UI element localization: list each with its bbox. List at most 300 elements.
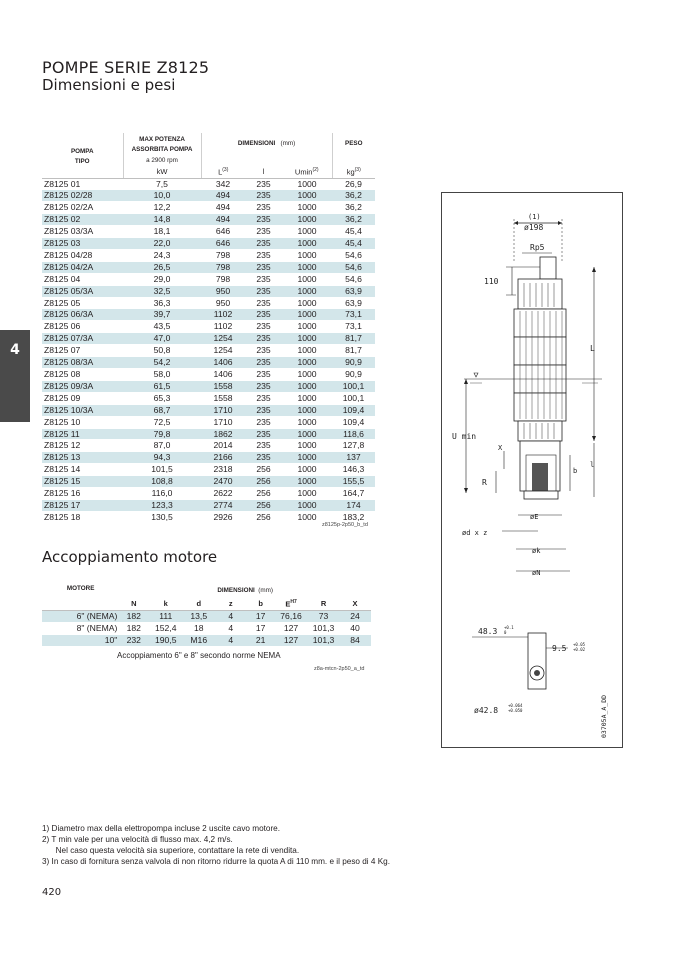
- label-E: øE: [530, 513, 539, 521]
- table-cell: 1000: [282, 404, 332, 416]
- table-row: [42, 238, 375, 250]
- table-cell: 235: [245, 333, 282, 345]
- table-cell: 256: [245, 464, 282, 476]
- table-cell: 2622: [201, 488, 245, 500]
- table-cell: 79,8: [123, 428, 201, 440]
- table-cell: 1000: [282, 226, 332, 238]
- table-cell: Z8125 08/3A: [42, 357, 123, 369]
- col-L-sup: (3): [222, 167, 229, 174]
- motor-section-title: Accoppiamento motore: [42, 548, 218, 566]
- table-cell: 40: [339, 622, 371, 634]
- motor-col-label: k: [163, 599, 168, 608]
- table-cell: 1000: [282, 440, 332, 452]
- table-cell: 235: [245, 190, 282, 202]
- table-row: [42, 369, 375, 381]
- col-L-label: L: [218, 167, 223, 177]
- table-cell: Z8125 14: [42, 464, 123, 476]
- label-d95-tol-up: +0.05: [573, 642, 586, 647]
- table-cell: 1000: [282, 488, 332, 500]
- table-cell: 235: [245, 428, 282, 440]
- table-cell: 174: [332, 499, 375, 511]
- dims-header-unit: (mm): [280, 140, 296, 148]
- table-cell: 2926: [201, 511, 245, 523]
- table-cell: 1000: [282, 333, 332, 345]
- table-row: [42, 392, 375, 404]
- table-row: [42, 297, 375, 309]
- table-cell: 1406: [201, 357, 245, 369]
- label-l: l: [590, 461, 595, 469]
- table-row: [42, 190, 375, 202]
- table-cell: 1000: [282, 452, 332, 464]
- table-cell: 61,5: [123, 380, 201, 392]
- table-cell: 45,4: [332, 226, 375, 238]
- table-cell: 108,8: [123, 476, 201, 488]
- table-cell: 1254: [201, 333, 245, 345]
- table-row: [42, 476, 375, 488]
- table-row: [42, 261, 375, 273]
- table-cell: 26,9: [332, 178, 375, 190]
- page-subtitle: Dimensioni e pesi: [42, 76, 176, 94]
- table-cell: Z8125 13: [42, 452, 123, 464]
- table-cell: 36,2: [332, 214, 375, 226]
- table-row: [42, 404, 375, 416]
- motor-col-header: [214, 597, 247, 611]
- table-cell: 1000: [282, 285, 332, 297]
- table-cell: 72,5: [123, 416, 201, 428]
- table-cell: 1558: [201, 380, 245, 392]
- table-cell: 494: [201, 202, 245, 214]
- table-cell: 235: [245, 238, 282, 250]
- label-N: øN: [532, 569, 541, 577]
- table-cell: 182: [119, 622, 148, 634]
- table-cell: Z8125 06: [42, 321, 123, 333]
- table-cell: 646: [201, 226, 245, 238]
- table-cell: Z8125 08: [42, 369, 123, 381]
- motor-col-label: E: [285, 599, 291, 609]
- table-cell: 65,3: [123, 392, 201, 404]
- table-cell: Z8125 07/3A: [42, 333, 123, 345]
- table-cell: Z8125 05/3A: [42, 285, 123, 297]
- table-cell: Z8125 01: [42, 178, 123, 190]
- table-cell: 1102: [201, 321, 245, 333]
- col-L-header: [201, 166, 245, 178]
- col-weight-unit: [332, 166, 375, 178]
- table-row: [42, 273, 375, 285]
- table-cell: 1000: [282, 273, 332, 285]
- table-row: [42, 178, 375, 190]
- table-cell: 17: [247, 622, 274, 634]
- table-cell: 127: [274, 622, 308, 634]
- label-b: b: [573, 467, 578, 475]
- table-cell: 235: [245, 261, 282, 273]
- table-cell: 235: [245, 416, 282, 428]
- motor-note: Accoppiamento 6" e 8" secondo norme NEMA: [117, 651, 281, 660]
- table-cell: 137: [332, 452, 375, 464]
- table-cell: 2318: [201, 464, 245, 476]
- table-cell: 1862: [201, 428, 245, 440]
- table-cell: Z8125 12: [42, 440, 123, 452]
- page-title: POMPE SERIE Z8125: [42, 58, 210, 77]
- table-cell: 146,3: [332, 464, 375, 476]
- table-cell: 235: [245, 357, 282, 369]
- table-cell: 22,0: [123, 238, 201, 250]
- table-row: [42, 202, 375, 214]
- table-cell: 101,5: [123, 464, 201, 476]
- table-cell: 118,6: [332, 428, 375, 440]
- table-cell: 1710: [201, 416, 245, 428]
- table-row: [42, 380, 375, 392]
- weight-header: PESO: [332, 133, 375, 155]
- table-cell: 1000: [282, 214, 332, 226]
- table-cell: 235: [245, 392, 282, 404]
- table-cell: 950: [201, 297, 245, 309]
- label-d48: 48.3: [478, 627, 498, 636]
- table-cell: 1000: [282, 380, 332, 392]
- table-cell: 1000: [282, 345, 332, 357]
- table-cell: Z8125 02: [42, 214, 123, 226]
- table-cell: 130,5: [123, 511, 201, 523]
- table-cell: Z8125 03: [42, 238, 123, 250]
- table-cell: 13,5: [183, 611, 214, 623]
- motor-col-label: d: [196, 599, 202, 608]
- table-cell: 1710: [201, 404, 245, 416]
- table-cell: 54,6: [332, 273, 375, 285]
- table-cell: 235: [245, 369, 282, 381]
- table-row: [42, 499, 375, 511]
- label-d95: 9.5: [552, 644, 567, 653]
- table-cell: 235: [245, 285, 282, 297]
- table-cell: 123,3: [123, 499, 201, 511]
- table-cell: 54,6: [332, 249, 375, 261]
- table-row: [42, 611, 371, 623]
- table-cell: 63,9: [332, 297, 375, 309]
- table-cell: 54,2: [123, 357, 201, 369]
- chapter-tab: [0, 330, 30, 422]
- pump-technical-drawing: [441, 192, 623, 748]
- table-cell: 950: [201, 285, 245, 297]
- footnote-1: 1) Diametro max della elettropompa incluse 2 uscite cavo motore.: [42, 824, 281, 833]
- pump-header-line2: TIPO: [74, 157, 90, 165]
- table-cell: 152,4: [148, 622, 183, 634]
- label-rp5: Rp5: [530, 243, 545, 252]
- table-cell: 73,1: [332, 309, 375, 321]
- motor-col-E-sup: H7: [290, 598, 297, 605]
- table-cell: Z8125 07: [42, 345, 123, 357]
- table-cell: 58,0: [123, 369, 201, 381]
- table-cell: 494: [201, 214, 245, 226]
- motor-col-header: [148, 597, 183, 611]
- table-cell: 235: [245, 404, 282, 416]
- table-cell: 183,2: [332, 511, 375, 523]
- table-cell: 81,7: [332, 345, 375, 357]
- table-cell: 18: [183, 622, 214, 634]
- table-row: [42, 333, 375, 345]
- chapter-number: 4: [10, 342, 20, 358]
- table-cell: 109,4: [332, 416, 375, 428]
- drawing-svg: [442, 193, 622, 747]
- drawing-code: 03705A_A_DD: [600, 694, 608, 738]
- table-cell: 26,5: [123, 261, 201, 273]
- table-cell: 1000: [282, 202, 332, 214]
- table-cell: 94,3: [123, 452, 201, 464]
- table-cell: 155,5: [332, 476, 375, 488]
- motor-coupling-table: [42, 584, 371, 647]
- table-cell: Z8125 02/2A: [42, 202, 123, 214]
- label-d428-tol-up: +0.064: [508, 703, 523, 708]
- table-cell: 73: [308, 611, 339, 623]
- motor-dims-label: DIMENSIONI: [217, 587, 255, 594]
- table-cell: 798: [201, 261, 245, 273]
- motor-col-label: b: [258, 599, 263, 608]
- table-cell: 235: [245, 249, 282, 261]
- table-cell: 10,0: [123, 190, 201, 202]
- table-cell: 164,7: [332, 488, 375, 500]
- table-cell: 18,1: [123, 226, 201, 238]
- motor-col-header: [119, 597, 148, 611]
- table-row: [42, 321, 375, 333]
- motor-dims-unit: (mm): [258, 587, 273, 594]
- table-row: [42, 464, 375, 476]
- table-cell: 101,3: [308, 634, 339, 646]
- page-number: 420: [42, 887, 62, 898]
- label-k: øk: [532, 547, 541, 555]
- table-row: [42, 226, 375, 238]
- table-row: [42, 309, 375, 321]
- footnote-3: 3) In caso di fornitura senza valvola di non ritorno ridurre la quota A di 110 mm. e il peso di 4 Kg.: [42, 857, 391, 866]
- table-cell: 7,5: [123, 178, 201, 190]
- table-cell: Z8125 04/28: [42, 249, 123, 261]
- table-cell: 1000: [282, 416, 332, 428]
- table-cell: Z8125 17: [42, 499, 123, 511]
- table-cell: 1102: [201, 309, 245, 321]
- table-cell: 1000: [282, 309, 332, 321]
- table-cell: 342: [201, 178, 245, 190]
- dims-header: [201, 133, 332, 155]
- table-cell: 10": [42, 634, 119, 646]
- table-cell: 39,7: [123, 309, 201, 321]
- table-cell: 235: [245, 309, 282, 321]
- col-umin-header: [282, 166, 332, 178]
- table-row: [42, 285, 375, 297]
- table-cell: Z8125 09/3A: [42, 380, 123, 392]
- table-cell: 232: [119, 634, 148, 646]
- table-cell: 100,1: [332, 380, 375, 392]
- table-cell: 63,9: [332, 285, 375, 297]
- table-cell: 494: [201, 190, 245, 202]
- table-cell: 17: [247, 611, 274, 623]
- table-cell: 4: [214, 634, 247, 646]
- table-cell: 47,0: [123, 333, 201, 345]
- label-d95-tol-low: +0.02: [573, 647, 586, 652]
- label-X: X: [498, 444, 503, 452]
- table-cell: Z8125 18: [42, 511, 123, 523]
- table-row: [42, 488, 375, 500]
- table-cell: 14,8: [123, 214, 201, 226]
- table-cell: 1000: [282, 178, 332, 190]
- table-cell: 2166: [201, 452, 245, 464]
- table-cell: 1000: [282, 321, 332, 333]
- table-cell: 1000: [282, 238, 332, 250]
- table-cell: Z8125 09: [42, 392, 123, 404]
- table-cell: 21: [247, 634, 274, 646]
- motor-col-header: [274, 597, 308, 611]
- table-cell: 1000: [282, 357, 332, 369]
- label-d428-tol-low: +0.050: [508, 708, 523, 713]
- table-cell: 1254: [201, 345, 245, 357]
- table-cell: 235: [245, 321, 282, 333]
- table-cell: 1000: [282, 190, 332, 202]
- table-cell: 73,1: [332, 321, 375, 333]
- table-cell: 1000: [282, 261, 332, 273]
- pump-header-line1: POMPA: [70, 148, 94, 155]
- table-row: [42, 214, 375, 226]
- table-cell: 54,6: [332, 261, 375, 273]
- table-cell: 36,3: [123, 297, 201, 309]
- table-cell: Z8125 10: [42, 416, 123, 428]
- weight-unit-sup: (3): [354, 167, 361, 174]
- motor-header: MOTORE: [66, 585, 95, 592]
- power-header-line2: ASSORBITA POMPA: [123, 144, 201, 155]
- table-cell: 36,2: [332, 190, 375, 202]
- label-h110: 110: [484, 277, 499, 286]
- table-cell: 235: [245, 202, 282, 214]
- table-cell: 235: [245, 214, 282, 226]
- table-cell: Z8125 04: [42, 273, 123, 285]
- table-cell: 127: [274, 634, 308, 646]
- table-cell: 235: [245, 226, 282, 238]
- table-row: [42, 416, 375, 428]
- table-row: [42, 440, 375, 452]
- table-cell: Z8125 04/2A: [42, 261, 123, 273]
- table-cell: 190,5: [148, 634, 183, 646]
- weight-unit-label: kg: [346, 167, 355, 177]
- table-cell: 81,7: [332, 333, 375, 345]
- table-cell: 90,9: [332, 369, 375, 381]
- table-cell: 1000: [282, 249, 332, 261]
- table-cell: 111: [148, 611, 183, 623]
- label-dxz: ød x z: [462, 529, 488, 537]
- power-header-line1: MAX POTENZA: [123, 133, 201, 144]
- table-cell: 1406: [201, 369, 245, 381]
- table-cell: 4: [214, 622, 247, 634]
- table-cell: 109,4: [332, 404, 375, 416]
- table-cell: 256: [245, 499, 282, 511]
- footnote-2: 2) T min vale per una velocità di flusso max. 4,2 m/s.: [42, 835, 233, 844]
- motor-col-label: R: [320, 599, 327, 608]
- col-umin-label: Umin: [294, 167, 313, 177]
- power-header-line3: a 2900 rpm: [123, 155, 201, 166]
- motor-col-label: X: [352, 599, 358, 608]
- label-umin: U min: [452, 432, 477, 441]
- table-cell: 256: [245, 476, 282, 488]
- table-cell: Z8125 02/28: [42, 190, 123, 202]
- table-cell: 1000: [282, 511, 332, 523]
- table-cell: 1000: [282, 369, 332, 381]
- table-cell: 235: [245, 178, 282, 190]
- pump-header: [42, 133, 123, 166]
- table-cell: Z8125 06/3A: [42, 309, 123, 321]
- col-l-header: l: [245, 166, 282, 178]
- table-cell: 8" (NEMA): [42, 622, 119, 634]
- table-cell: 12,2: [123, 202, 201, 214]
- table-cell: 256: [245, 488, 282, 500]
- table-cell: 36,2: [332, 202, 375, 214]
- motor-col-label: z: [228, 599, 233, 608]
- table-cell: 127,8: [332, 440, 375, 452]
- table-cell: 235: [245, 273, 282, 285]
- table-cell: 32,5: [123, 285, 201, 297]
- table-cell: 76,16: [274, 611, 308, 623]
- table-cell: 182: [119, 611, 148, 623]
- table-cell: 256: [245, 511, 282, 523]
- table-cell: Z8125 11: [42, 428, 123, 440]
- table-cell: 29,0: [123, 273, 201, 285]
- label-d428: ø42.8: [474, 706, 499, 715]
- motor-dims-header: [119, 584, 371, 597]
- motor-col-header: [247, 597, 274, 611]
- table-cell: Z8125 10/3A: [42, 404, 123, 416]
- table-cell: 1000: [282, 464, 332, 476]
- table-cell: 1000: [282, 297, 332, 309]
- power-unit: kW: [123, 166, 201, 178]
- table-cell: 235: [245, 452, 282, 464]
- label-d198: ø198: [524, 223, 544, 232]
- table-cell: Z8125 05: [42, 297, 123, 309]
- table-cell: 116,0: [123, 488, 201, 500]
- table-cell: 1000: [282, 476, 332, 488]
- table-cell: 87,0: [123, 440, 201, 452]
- table-cell: 101,3: [308, 622, 339, 634]
- table-cell: 43,5: [123, 321, 201, 333]
- table-cell: 90,9: [332, 357, 375, 369]
- table-cell: 2774: [201, 499, 245, 511]
- motor-col-header: [183, 597, 214, 611]
- table-cell: 1000: [282, 428, 332, 440]
- pump-dimensions-table: [42, 133, 375, 524]
- motor-table-ref: z8a-mtcn-2p50_a_td: [314, 666, 365, 672]
- label-d48-tol-up: +0.1: [504, 625, 514, 630]
- table-cell: Z8125 15: [42, 476, 123, 488]
- table-cell: 24,3: [123, 249, 201, 261]
- table-cell: 24: [339, 611, 371, 623]
- table-cell: 50,8: [123, 345, 201, 357]
- motor-col-label: N: [131, 599, 137, 608]
- table-cell: 84: [339, 634, 371, 646]
- table-row: [42, 249, 375, 261]
- label-R: R: [482, 478, 487, 487]
- table-cell: 646: [201, 238, 245, 250]
- table-row: [42, 622, 371, 634]
- table-cell: 798: [201, 273, 245, 285]
- table-cell: 235: [245, 380, 282, 392]
- table-cell: M16: [183, 634, 214, 646]
- table-row: [42, 452, 375, 464]
- table-cell: 235: [245, 297, 282, 309]
- label-L: L: [590, 344, 595, 353]
- table-row: [42, 428, 375, 440]
- table-cell: Z8125 16: [42, 488, 123, 500]
- table-cell: 1000: [282, 392, 332, 404]
- motor-col-header: [308, 597, 339, 611]
- label-d48-tol-low: 0: [504, 630, 507, 635]
- table-cell: 2470: [201, 476, 245, 488]
- table-cell: 235: [245, 345, 282, 357]
- dims-header-label: DIMENSIONI: [237, 140, 276, 148]
- footnote-2b: Nel caso questa velocità sia superiore, contattare la rete di vendita.: [42, 846, 300, 855]
- table-cell: Z8125 03/3A: [42, 226, 123, 238]
- table-cell: 235: [245, 440, 282, 452]
- table-cell: 798: [201, 249, 245, 261]
